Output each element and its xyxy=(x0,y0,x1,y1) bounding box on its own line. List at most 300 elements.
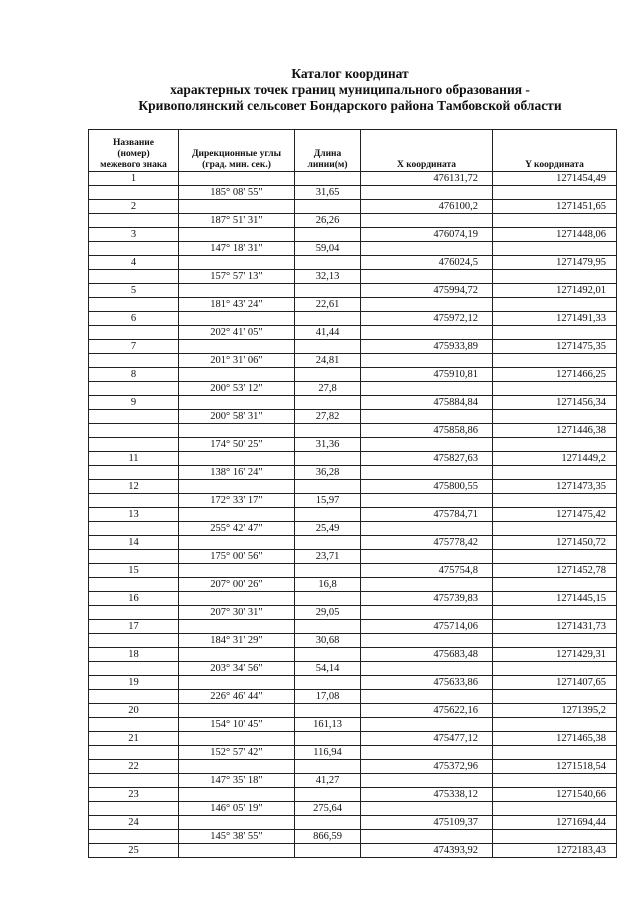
x-coordinate: 474393,92 xyxy=(361,844,493,858)
x-coordinate: 475994,72 xyxy=(361,284,493,298)
empty-cell xyxy=(179,620,295,634)
direction-angle: 187° 51' 31" xyxy=(179,214,295,228)
line-length: 41,44 xyxy=(295,326,361,340)
x-coordinate: 475739,83 xyxy=(361,592,493,606)
y-coordinate: 1271466,25 xyxy=(493,368,617,382)
segment-row xyxy=(89,802,617,816)
x-coordinate: 475633,86 xyxy=(361,676,493,690)
empty-cell xyxy=(493,718,617,732)
empty-cell xyxy=(361,438,493,452)
empty-cell xyxy=(295,620,361,634)
empty-cell xyxy=(361,326,493,340)
empty-cell xyxy=(493,578,617,592)
point-name: 21 xyxy=(89,732,179,746)
direction-angle: 226° 46' 44" xyxy=(179,690,295,704)
line-length: 27,8 xyxy=(295,382,361,396)
point-name: 23 xyxy=(89,788,179,802)
line-length: 15,97 xyxy=(295,494,361,508)
empty-cell xyxy=(179,732,295,746)
empty-cell xyxy=(361,522,493,536)
segment-row xyxy=(89,438,617,452)
x-coordinate: 476074,19 xyxy=(361,228,493,242)
point-row xyxy=(89,620,617,634)
line-length: 36,28 xyxy=(295,466,361,480)
empty-cell xyxy=(493,634,617,648)
empty-cell xyxy=(361,662,493,676)
line-length: 31,36 xyxy=(295,438,361,452)
empty-cell xyxy=(179,312,295,326)
direction-angle: 207° 00' 26" xyxy=(179,578,295,592)
segment-row xyxy=(89,298,617,312)
point-row xyxy=(89,592,617,606)
direction-angle: 200° 58' 31" xyxy=(179,410,295,424)
point-name: 3 xyxy=(89,228,179,242)
y-coordinate: 1271492,01 xyxy=(493,284,617,298)
empty-cell xyxy=(295,340,361,354)
line-length: 31,65 xyxy=(295,186,361,200)
empty-cell xyxy=(295,284,361,298)
segment-row xyxy=(89,270,617,284)
empty-cell xyxy=(493,410,617,424)
point-row xyxy=(89,536,617,550)
empty-cell xyxy=(361,550,493,564)
point-row xyxy=(89,788,617,802)
direction-angle: 145° 38' 55" xyxy=(179,830,295,844)
title-line-1: Каталог координат xyxy=(291,66,409,81)
y-coordinate: 1271479,95 xyxy=(493,256,617,270)
empty-cell xyxy=(295,480,361,494)
empty-cell xyxy=(295,704,361,718)
empty-cell xyxy=(295,536,361,550)
x-coordinate: 475910,81 xyxy=(361,368,493,382)
header-line-length: Длина линии(м) xyxy=(295,130,361,172)
y-coordinate: 1271454,49 xyxy=(493,172,617,186)
y-coordinate: 1271465,38 xyxy=(493,732,617,746)
y-coordinate: 1271475,35 xyxy=(493,340,617,354)
empty-cell xyxy=(89,746,179,760)
empty-cell xyxy=(89,550,179,564)
empty-cell xyxy=(361,466,493,480)
empty-cell xyxy=(361,382,493,396)
empty-cell xyxy=(361,802,493,816)
empty-cell xyxy=(295,228,361,242)
empty-cell xyxy=(89,270,179,284)
empty-cell xyxy=(295,172,361,186)
segment-row xyxy=(89,606,617,620)
empty-cell xyxy=(89,634,179,648)
y-coordinate: 1271491,33 xyxy=(493,312,617,326)
point-name: 24 xyxy=(89,816,179,830)
empty-cell xyxy=(361,774,493,788)
empty-cell xyxy=(493,242,617,256)
segment-row xyxy=(89,522,617,536)
empty-cell xyxy=(361,578,493,592)
point-name: 1 xyxy=(89,172,179,186)
empty-cell xyxy=(295,312,361,326)
empty-cell xyxy=(179,284,295,298)
x-coordinate: 475109,37 xyxy=(361,816,493,830)
point-name: 5 xyxy=(89,284,179,298)
empty-cell xyxy=(493,298,617,312)
empty-cell xyxy=(361,186,493,200)
header-x-coordinate: X координата xyxy=(361,130,493,172)
point-name: 8 xyxy=(89,368,179,382)
empty-cell xyxy=(179,228,295,242)
empty-cell xyxy=(89,186,179,200)
empty-cell xyxy=(179,424,295,438)
x-coordinate: 476131,72 xyxy=(361,172,493,186)
empty-cell xyxy=(179,816,295,830)
empty-cell xyxy=(179,592,295,606)
empty-cell xyxy=(89,774,179,788)
line-length: 116,94 xyxy=(295,746,361,760)
empty-cell xyxy=(179,648,295,662)
empty-cell xyxy=(493,438,617,452)
point-row xyxy=(89,648,617,662)
point-row xyxy=(89,340,617,354)
empty-cell xyxy=(295,788,361,802)
empty-cell xyxy=(493,494,617,508)
point-row xyxy=(89,564,617,578)
empty-cell xyxy=(295,844,361,858)
empty-cell xyxy=(179,200,295,214)
point-row xyxy=(89,480,617,494)
segment-row xyxy=(89,242,617,256)
point-row xyxy=(89,760,617,774)
coordinates-table xyxy=(88,129,617,858)
direction-angle: 152° 57' 42" xyxy=(179,746,295,760)
segment-row xyxy=(89,326,617,340)
y-coordinate: 1271449,2 xyxy=(493,452,617,466)
point-name: 2 xyxy=(89,200,179,214)
point-name: 17 xyxy=(89,620,179,634)
direction-angle: 181° 43' 24" xyxy=(179,298,295,312)
y-coordinate: 1271452,78 xyxy=(493,564,617,578)
segment-row xyxy=(89,746,617,760)
y-coordinate: 1271456,34 xyxy=(493,396,617,410)
point-row xyxy=(89,396,617,410)
empty-cell xyxy=(493,830,617,844)
line-length: 161,13 xyxy=(295,718,361,732)
point-row xyxy=(89,256,617,270)
title-line-3: Кривополянский сельсовет Бондарского района Тамбовской области xyxy=(138,98,562,113)
point-name: 12 xyxy=(89,480,179,494)
empty-cell xyxy=(179,760,295,774)
direction-angle: 203° 34' 56" xyxy=(179,662,295,676)
y-coordinate: 1271540,66 xyxy=(493,788,617,802)
y-coordinate: 1271450,72 xyxy=(493,536,617,550)
point-name: 14 xyxy=(89,536,179,550)
empty-cell xyxy=(179,536,295,550)
empty-cell xyxy=(295,368,361,382)
direction-angle: 255° 42' 47" xyxy=(179,522,295,536)
empty-cell xyxy=(295,508,361,522)
line-length: 275,64 xyxy=(295,802,361,816)
empty-cell xyxy=(179,564,295,578)
point-row xyxy=(89,284,617,298)
empty-cell xyxy=(89,830,179,844)
empty-cell xyxy=(361,634,493,648)
x-coordinate: 475858,86 xyxy=(361,424,493,438)
segment-row xyxy=(89,634,617,648)
direction-angle: 157° 57' 13" xyxy=(179,270,295,284)
empty-cell xyxy=(361,270,493,284)
line-length: 23,71 xyxy=(295,550,361,564)
direction-angle: 184° 31' 29" xyxy=(179,634,295,648)
x-coordinate: 475778,42 xyxy=(361,536,493,550)
empty-cell xyxy=(493,774,617,788)
segment-row xyxy=(89,550,617,564)
empty-cell xyxy=(295,732,361,746)
empty-cell xyxy=(361,606,493,620)
empty-cell xyxy=(89,662,179,676)
segment-row xyxy=(89,774,617,788)
point-name: 20 xyxy=(89,704,179,718)
empty-cell xyxy=(493,326,617,340)
point-row xyxy=(89,508,617,522)
empty-cell xyxy=(89,718,179,732)
empty-cell xyxy=(493,522,617,536)
empty-cell xyxy=(493,354,617,368)
x-coordinate: 475477,12 xyxy=(361,732,493,746)
empty-cell xyxy=(361,746,493,760)
direction-angle: 175° 00' 56" xyxy=(179,550,295,564)
point-row xyxy=(89,816,617,830)
segment-row xyxy=(89,578,617,592)
empty-cell xyxy=(361,298,493,312)
y-coordinate: 1271429,31 xyxy=(493,648,617,662)
line-length: 24,81 xyxy=(295,354,361,368)
line-length: 25,49 xyxy=(295,522,361,536)
y-coordinate: 1272183,43 xyxy=(493,844,617,858)
empty-cell xyxy=(179,788,295,802)
empty-cell xyxy=(361,354,493,368)
empty-cell xyxy=(179,368,295,382)
segment-row xyxy=(89,466,617,480)
empty-cell xyxy=(295,592,361,606)
empty-cell xyxy=(89,522,179,536)
empty-cell xyxy=(295,648,361,662)
point-row xyxy=(89,172,617,186)
point-row xyxy=(89,368,617,382)
segment-row xyxy=(89,690,617,704)
empty-cell xyxy=(493,550,617,564)
empty-cell xyxy=(89,214,179,228)
empty-cell xyxy=(361,494,493,508)
segment-row xyxy=(89,718,617,732)
empty-cell xyxy=(89,242,179,256)
empty-cell xyxy=(89,410,179,424)
point-name: 15 xyxy=(89,564,179,578)
segment-row xyxy=(89,662,617,676)
y-coordinate: 1271694,44 xyxy=(493,816,617,830)
segment-row xyxy=(89,214,617,228)
empty-cell xyxy=(493,214,617,228)
y-coordinate: 1271407,65 xyxy=(493,676,617,690)
y-coordinate: 1271518,54 xyxy=(493,760,617,774)
y-coordinate: 1271448,06 xyxy=(493,228,617,242)
direction-angle: 146° 05' 19" xyxy=(179,802,295,816)
point-name: 6 xyxy=(89,312,179,326)
empty-cell xyxy=(493,382,617,396)
empty-cell xyxy=(295,564,361,578)
header-direction-angle: Дирекционные углы (град. мин. сек.) xyxy=(179,130,295,172)
point-row xyxy=(89,732,617,746)
x-coordinate: 475714,06 xyxy=(361,620,493,634)
y-coordinate: 1271446,38 xyxy=(493,424,617,438)
segment-row xyxy=(89,354,617,368)
empty-cell xyxy=(89,354,179,368)
x-coordinate: 475338,12 xyxy=(361,788,493,802)
line-length: 59,04 xyxy=(295,242,361,256)
x-coordinate: 475933,89 xyxy=(361,340,493,354)
empty-cell xyxy=(295,396,361,410)
line-length: 29,05 xyxy=(295,606,361,620)
x-coordinate: 475884,84 xyxy=(361,396,493,410)
empty-cell xyxy=(89,578,179,592)
header-point-name: Название (номер) межевого знака xyxy=(89,130,179,172)
x-coordinate: 475372,96 xyxy=(361,760,493,774)
line-length: 41,27 xyxy=(295,774,361,788)
direction-angle: 201° 31' 06" xyxy=(179,354,295,368)
direction-angle: 138° 16' 24" xyxy=(179,466,295,480)
empty-cell xyxy=(295,676,361,690)
segment-row xyxy=(89,186,617,200)
line-length: 26,26 xyxy=(295,214,361,228)
segment-row xyxy=(89,830,617,844)
empty-cell xyxy=(179,480,295,494)
point-name: 4 xyxy=(89,256,179,270)
x-coordinate: 475622,16 xyxy=(361,704,493,718)
empty-cell xyxy=(179,452,295,466)
empty-cell xyxy=(361,242,493,256)
direction-angle: 147° 18' 31" xyxy=(179,242,295,256)
empty-cell xyxy=(179,676,295,690)
empty-cell xyxy=(89,802,179,816)
point-name: 25 xyxy=(89,844,179,858)
y-coordinate: 1271431,73 xyxy=(493,620,617,634)
point-name xyxy=(89,424,179,438)
direction-angle: 207° 30' 31" xyxy=(179,606,295,620)
y-coordinate: 1271475,42 xyxy=(493,508,617,522)
empty-cell xyxy=(493,662,617,676)
empty-cell xyxy=(295,816,361,830)
y-coordinate: 1271395,2 xyxy=(493,704,617,718)
table-body xyxy=(89,172,617,858)
empty-cell xyxy=(89,494,179,508)
point-row xyxy=(89,228,617,242)
empty-cell xyxy=(89,298,179,312)
empty-cell xyxy=(361,214,493,228)
line-length: 866,59 xyxy=(295,830,361,844)
empty-cell xyxy=(361,718,493,732)
empty-cell xyxy=(89,606,179,620)
empty-cell xyxy=(179,256,295,270)
empty-cell xyxy=(361,690,493,704)
empty-cell xyxy=(295,760,361,774)
point-row xyxy=(89,676,617,690)
empty-cell xyxy=(179,704,295,718)
line-length: 30,68 xyxy=(295,634,361,648)
point-name: 16 xyxy=(89,592,179,606)
point-row xyxy=(89,452,617,466)
empty-cell xyxy=(295,256,361,270)
empty-cell xyxy=(361,410,493,424)
table-header-row xyxy=(89,130,617,172)
point-row xyxy=(89,704,617,718)
y-coordinate: 1271445,15 xyxy=(493,592,617,606)
point-name: 18 xyxy=(89,648,179,662)
point-row xyxy=(89,424,617,438)
y-coordinate: 1271473,35 xyxy=(493,480,617,494)
empty-cell xyxy=(89,438,179,452)
empty-cell xyxy=(179,396,295,410)
segment-row xyxy=(89,410,617,424)
x-coordinate: 475827,63 xyxy=(361,452,493,466)
direction-angle: 200° 53' 12" xyxy=(179,382,295,396)
empty-cell xyxy=(295,200,361,214)
segment-row xyxy=(89,382,617,396)
point-name: 19 xyxy=(89,676,179,690)
x-coordinate: 475784,71 xyxy=(361,508,493,522)
empty-cell xyxy=(89,690,179,704)
empty-cell xyxy=(493,746,617,760)
x-coordinate: 475754,8 xyxy=(361,564,493,578)
direction-angle: 154° 10' 45" xyxy=(179,718,295,732)
point-name: 11 xyxy=(89,452,179,466)
x-coordinate: 475800,55 xyxy=(361,480,493,494)
empty-cell xyxy=(89,382,179,396)
line-length: 17,08 xyxy=(295,690,361,704)
point-row xyxy=(89,312,617,326)
empty-cell xyxy=(89,326,179,340)
y-coordinate: 1271451,65 xyxy=(493,200,617,214)
empty-cell xyxy=(493,690,617,704)
direction-angle: 185° 08' 55" xyxy=(179,186,295,200)
segment-row xyxy=(89,494,617,508)
empty-cell xyxy=(295,424,361,438)
line-length: 54,14 xyxy=(295,662,361,676)
header-y-coordinate: Y координата xyxy=(493,130,617,172)
empty-cell xyxy=(493,270,617,284)
line-length: 22,61 xyxy=(295,298,361,312)
title-line-2: характерных точек границ муниципального образования - xyxy=(170,82,530,97)
x-coordinate: 476100,2 xyxy=(361,200,493,214)
point-row xyxy=(89,844,617,858)
line-length: 27,82 xyxy=(295,410,361,424)
direction-angle: 172° 33' 17" xyxy=(179,494,295,508)
empty-cell xyxy=(179,340,295,354)
empty-cell xyxy=(361,830,493,844)
empty-cell xyxy=(493,802,617,816)
line-length: 32,13 xyxy=(295,270,361,284)
point-name: 7 xyxy=(89,340,179,354)
document-title xyxy=(60,66,640,114)
direction-angle: 202° 41' 05" xyxy=(179,326,295,340)
x-coordinate: 475972,12 xyxy=(361,312,493,326)
direction-angle: 174° 50' 25" xyxy=(179,438,295,452)
point-row xyxy=(89,200,617,214)
empty-cell xyxy=(179,844,295,858)
empty-cell xyxy=(493,466,617,480)
line-length: 16,8 xyxy=(295,578,361,592)
empty-cell xyxy=(179,172,295,186)
point-name: 13 xyxy=(89,508,179,522)
x-coordinate: 476024,5 xyxy=(361,256,493,270)
empty-cell xyxy=(179,508,295,522)
empty-cell xyxy=(89,466,179,480)
empty-cell xyxy=(493,606,617,620)
